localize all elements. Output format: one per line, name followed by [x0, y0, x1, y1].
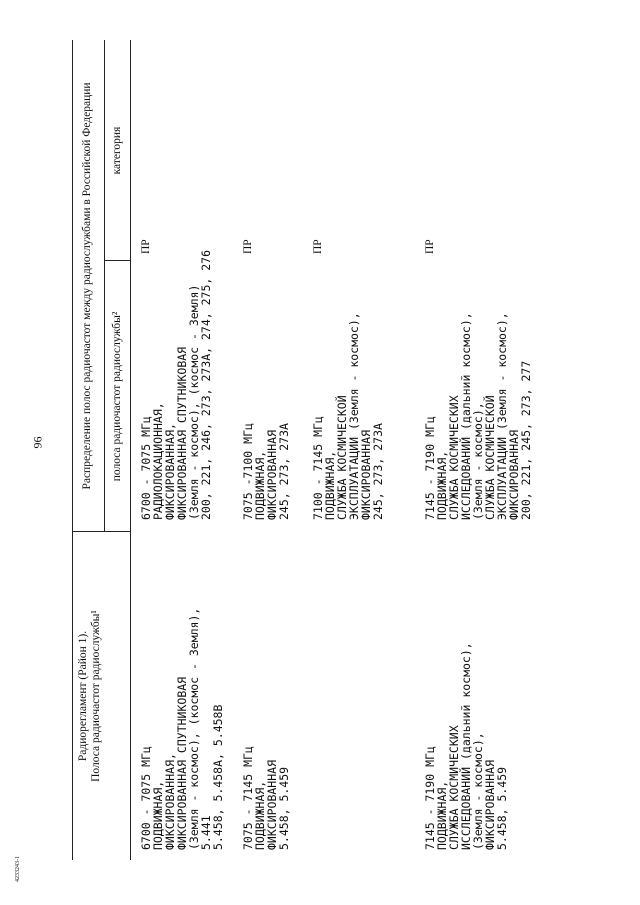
ru-band-7075-7100: 7075 -7100 МГц ПОДВИЖНАЯ, ФИКСИРОВАННАЯ 245, 273, 273А [241, 423, 291, 520]
header-right-band: полоса радиочастот радиослужбы² [111, 311, 123, 482]
category-badge: ПР [242, 239, 254, 254]
header-bottom-rule [130, 40, 131, 860]
header-left [77, 532, 103, 860]
header-left-title: Радиорегламент (Район 1). [77, 630, 89, 762]
category-badge: ПР [140, 239, 152, 254]
ru-band-7100-7145: 7100 - 7145 МГц ПОДВИЖНАЯ, СЛУЖБА КОСМИЧЕСКОЙ ЭКСПЛУАТАЦИИ (Земля - космос), ФИКСИРОВАННАЯ 245, 273, 273А [311, 312, 385, 520]
category-badge: ПР [312, 239, 324, 254]
ru-band-7145-7190: 7145 - 7190 МГц ПОДВИЖНАЯ, СЛУЖБА КОСМИЧЕСКИХ ИССЛЕДОВАНИЙ (дальний космос), (Земля - космос), СЛУЖБА КОСМИЧЕСКОЙ ЭКСПЛУАТАЦИИ (Земля - космос), ФИКСИРОВАННАЯ 200, 221, 245, 273, 277 [423, 312, 533, 520]
category-badge: ПР [424, 239, 436, 254]
document-code: 4233243-1 [15, 856, 21, 882]
allocation-table [70, 40, 620, 860]
header-right: Распределение полос радиочастот между радиослужбами в Российской Федерации [81, 82, 93, 490]
page-number: 96 [30, 436, 45, 449]
rr-band-7075-7145: 7075 - 7145 МГц ПОДВИЖНАЯ, ФИКСИРОВАННАЯ 5.458, 5.459 [241, 746, 291, 850]
table-top-rule [72, 40, 73, 860]
header-split-rule [104, 40, 105, 532]
rr-band-6700-7075: 6700 - 7075 МГц ПОДВИЖНАЯ, ФИКСИРОВАННАЯ, ФИКСИРОВАННАЯ СПУТНИКОВАЯ (Земля - космос), (космос - Земля), 5.441 5.458, 5.458A, 5.458B [139, 607, 225, 850]
header-right-category: категория [111, 126, 123, 175]
rr-band-7145-7190: 7145 - 7190 МГц ПОДВИЖНАЯ, СЛУЖБА КОСМИЧЕСКИХ ИССЛЕДОВАНИЙ (дальний космос), (Земля - космос), ФИКСИРОВАННАЯ 5.458, 5.459 [423, 642, 509, 850]
ru-band-6700-7075: 6700 - 7075 МГц РАДИОЛОКАЦИОННАЯ, ФИКСИРОВАННАЯ, ФИКСИРОВАННАЯ СПУТНИКОВАЯ (Земля - космос), (космос - Земля) 200, 221, 246, 273, 273А, 274, 275, 276 [139, 249, 213, 520]
header-left-subtitle: Полоса радиочастот радиослужбы¹ [90, 610, 102, 782]
